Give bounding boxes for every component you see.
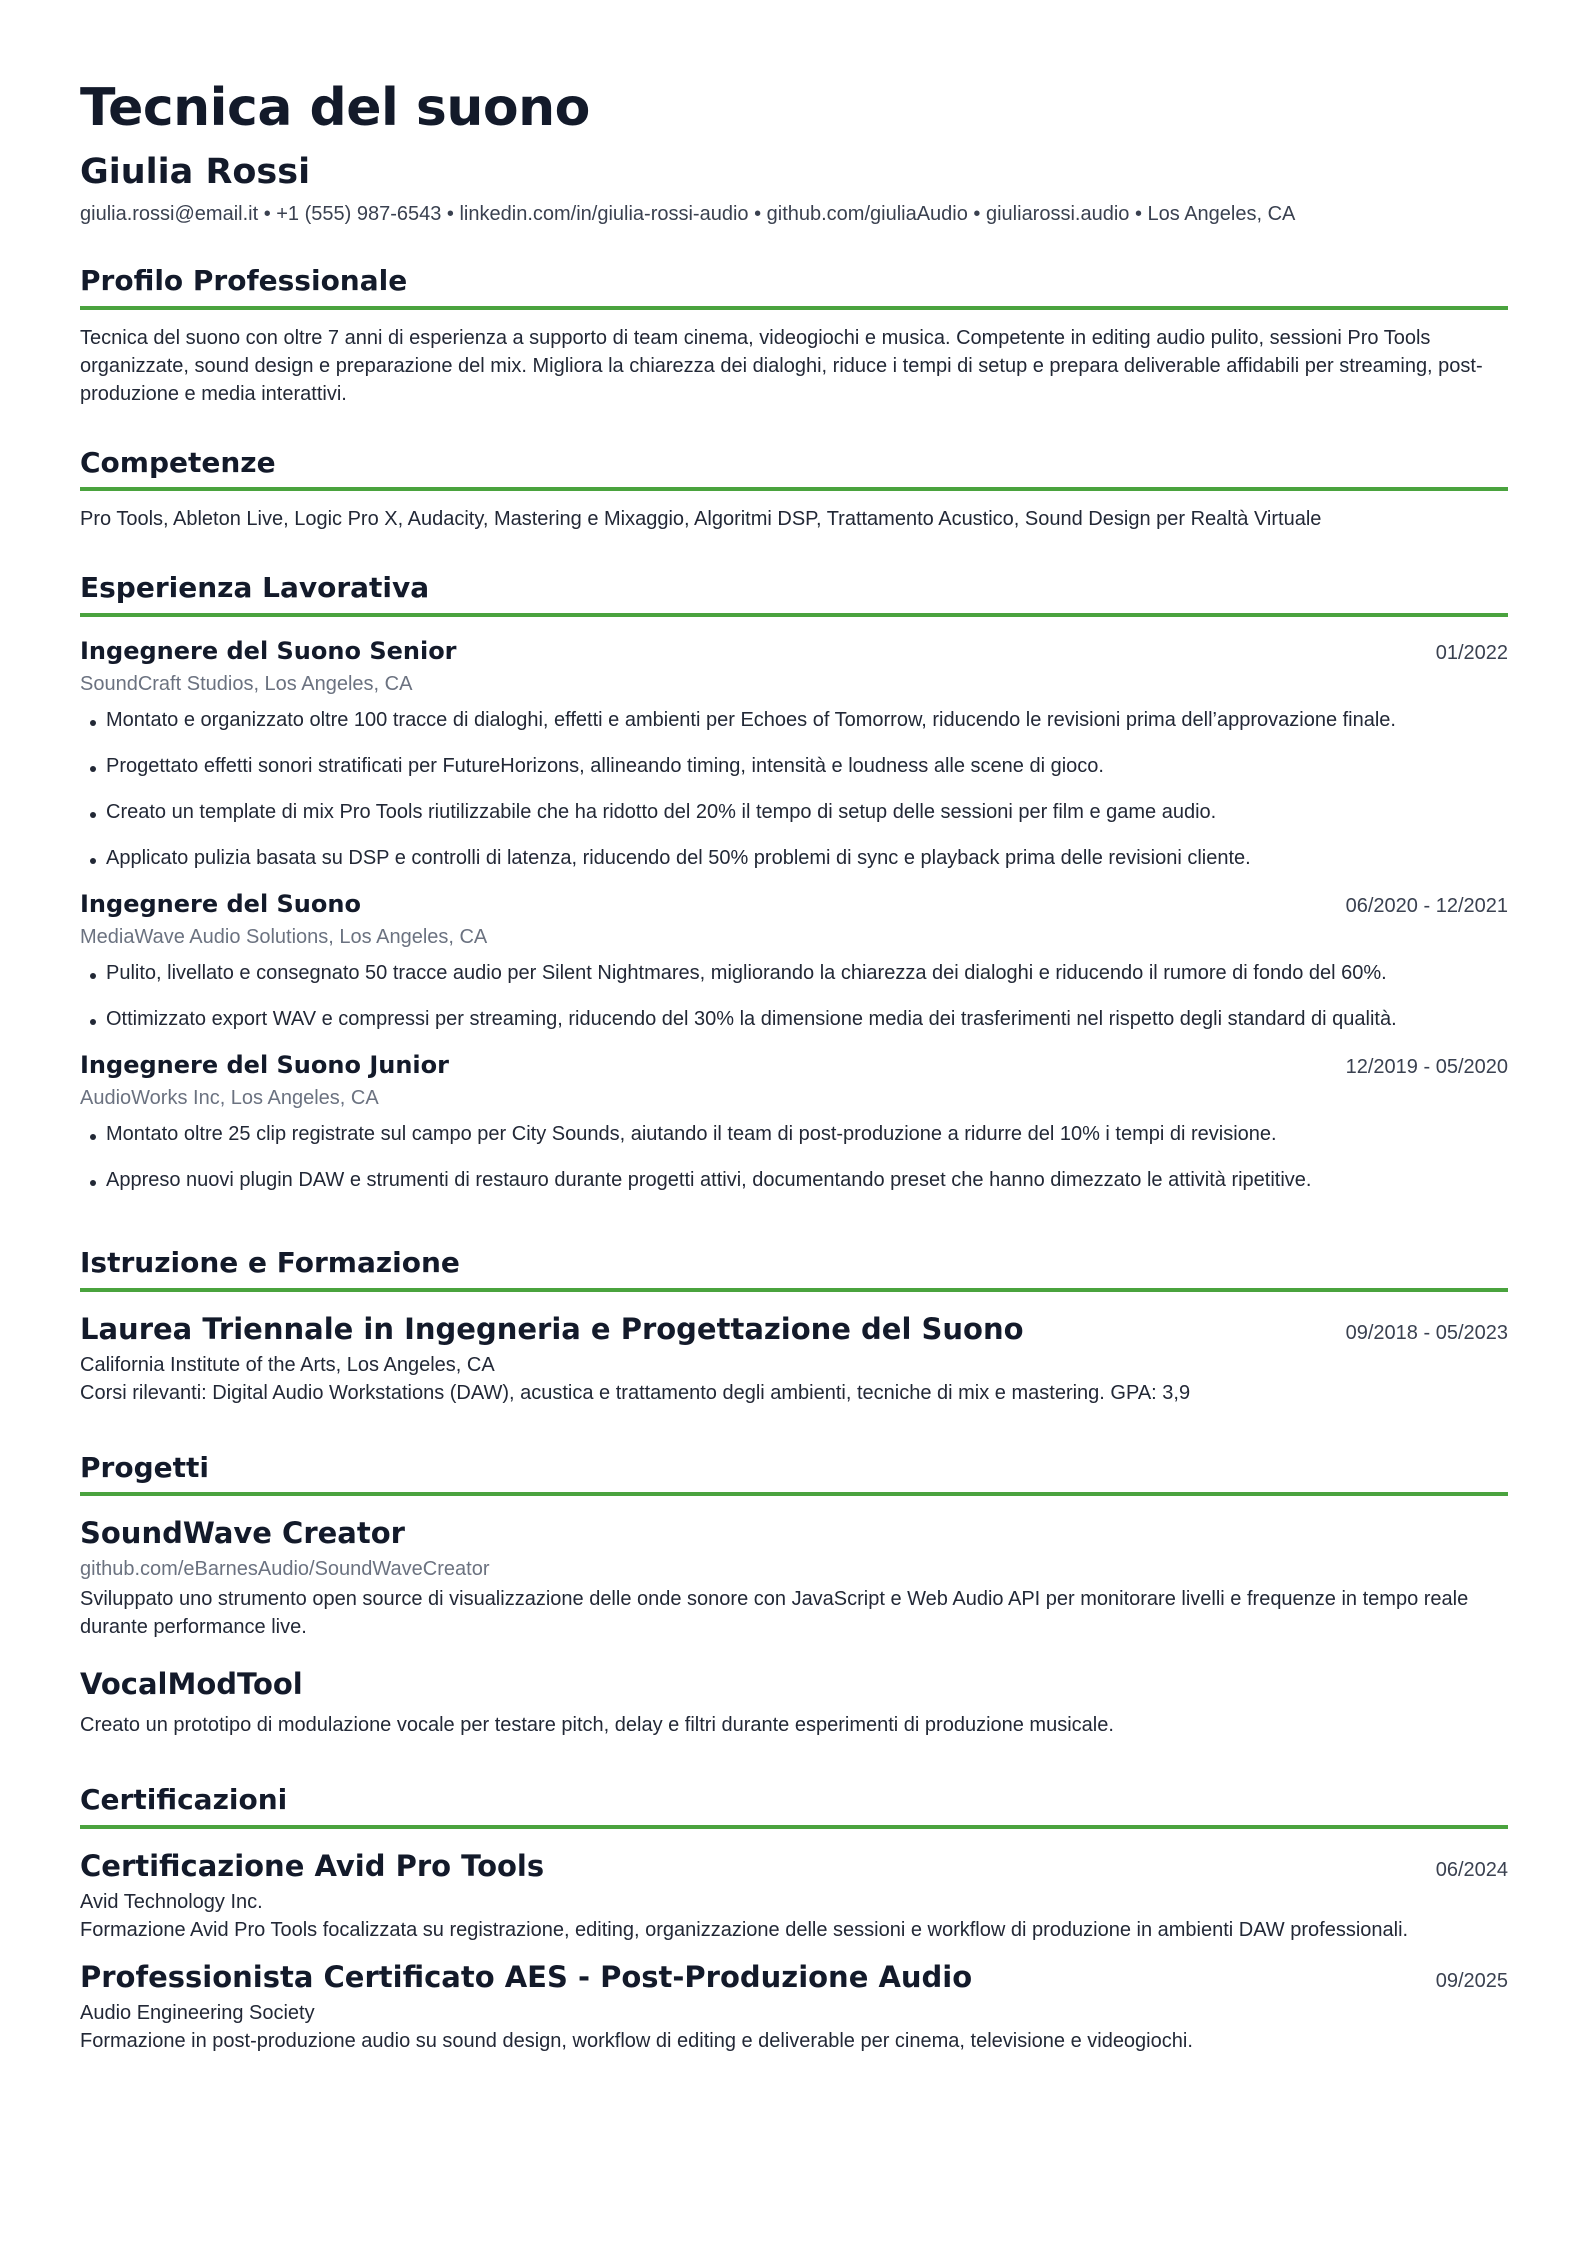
job-title: Ingegnere del Suono Senior (80, 636, 457, 665)
section-heading: Certificazioni (80, 1783, 1508, 1829)
school-name: California Institute of the Arts, Los Angeles, CA (80, 1353, 495, 1376)
job-company: SoundCraft Studios, Los Angeles, CA (80, 672, 413, 695)
bullet-item: Appreso nuovi plugin DAW e strumenti di restauro durante progetti attivi, documentando preset che hanno dimezzato le attività ripetitive. (80, 1166, 1508, 1194)
document-title: Tecnica del suono (80, 78, 590, 138)
skills-text: Pro Tools, Ableton Live, Logic Pro X, Audacity, Mastering e Mixaggio, Algoritmi DSP, Trattamento Acustico, Sound Design per Realtà Virtuale (80, 508, 1322, 531)
bullet-item: Montato e organizzato oltre 100 tracce di dialoghi, effetti e ambienti per Echoes of Tomorrow, riducendo le revisioni prima dell’approvazione finale. (80, 706, 1508, 734)
project-name: VocalModTool (80, 1667, 303, 1702)
degree-title: Laurea Triennale in Ingegneria e Progettazione del Suono (80, 1311, 1024, 1346)
experience-section (80, 571, 1508, 1194)
bullet-item: Ottimizzato export WAV e compressi per streaming, riducendo del 30% la dimensione media dei trasferimenti nel rispetto degli standard di qualità. (80, 1005, 1508, 1033)
bullet-item: Pulito, livellato e consegnato 50 tracce audio per Silent Nightmares, migliorando la chiarezza dei dialoghi e riducendo il rumore di fondo del 60%. (80, 959, 1508, 987)
education-details: Corsi rilevanti: Digital Audio Workstations (DAW), acustica e trattamento degli ambienti, tecniche di mix e mastering. GPA: 3,9 (80, 1381, 1191, 1404)
bullet-item: Creato un template di mix Pro Tools riutilizzabile che ha ridotto del 20% il tempo di setup delle sessioni per film e game audio. (80, 798, 1508, 826)
job-date: 12/2019 - 05/2020 (1345, 1055, 1508, 1078)
section-heading: Istruzione e Formazione (80, 1246, 1508, 1292)
section-heading: Competenze (80, 446, 1508, 492)
certifications-section (80, 1783, 1508, 2055)
job-company: AudioWorks Inc, Los Angeles, CA (80, 1086, 379, 1109)
bullet-item: Montato oltre 25 clip registrate sul campo per City Sounds, aiutando il team di post-produzione a ridurre del 10% i tempi di revisione. (80, 1120, 1508, 1148)
certification-date: 09/2025 (1435, 1969, 1508, 1992)
project-entry (80, 1516, 1508, 1641)
job-bullets (80, 706, 1508, 872)
job-bullets (80, 959, 1508, 1033)
certification-description: Formazione in post-produzione audio su sound design, workflow di editing e deliverable per cinema, televisione e videogiochi. (80, 2029, 1193, 2052)
certification-issuer: Avid Technology Inc. (80, 1890, 263, 1913)
education-date: 09/2018 - 05/2023 (1345, 1321, 1508, 1344)
job-title: Ingegnere del Suono (80, 889, 361, 918)
certification-name: Professionista Certificato AES - Post-Produzione Audio (80, 1959, 973, 1994)
job-date: 06/2020 - 12/2021 (1345, 894, 1508, 917)
section-heading: Profilo Professionale (80, 264, 1508, 310)
project-description: Sviluppato uno strumento open source di visualizzazione delle onde sonore con JavaScript e Web Audio API per monitorare livelli e frequenze in tempo reale durante performance live. (80, 1588, 1469, 1639)
contact-line: giulia.rossi@email.it • +1 (555) 987-6543 • linkedin.com/in/giulia-rossi-audio • github.com/giuliaAudio • giuliarossi.audio • Los Angeles, CA (80, 203, 1296, 226)
job-entry (80, 890, 1508, 1033)
person-name: Giulia Rossi (80, 152, 311, 193)
certification-entry (80, 1849, 1508, 1944)
profile-text: Tecnica del suono con oltre 7 anni di esperienza a supporto di team cinema, videogiochi e musica. Competente in editing audio pulito, sessioni Pro Tools organizzate, sound design e preparazione del mix. Migliora la chiarezza dei dialoghi, riduce i tempi di setup e prepara deliverable affidabili per streaming, post-produzione e media interattivi. (80, 326, 1483, 405)
section-heading: Esperienza Lavorativa (80, 571, 1508, 617)
certification-description: Formazione Avid Pro Tools focalizzata su registrazione, editing, organizzazione delle sessioni e workflow di produzione in ambienti DAW professionali. (80, 1918, 1409, 1941)
education-entry (80, 1312, 1508, 1407)
certification-date: 06/2024 (1435, 1858, 1508, 1881)
section-heading: Progetti (80, 1451, 1508, 1497)
certification-issuer: Audio Engineering Society (80, 2001, 315, 2024)
bullet-item: Applicato pulizia basata su DSP e controlli di latenza, riducendo del 50% problemi di sync e playback prima delle revisioni cliente. (80, 844, 1508, 872)
job-date: 01/2022 (1435, 641, 1508, 664)
certification-name: Certificazione Avid Pro Tools (80, 1848, 545, 1883)
job-bullets (80, 1120, 1508, 1194)
project-name: SoundWave Creator (80, 1516, 405, 1551)
education-section (80, 1246, 1508, 1407)
job-entry (80, 1051, 1508, 1194)
job-entry (80, 637, 1508, 872)
bullet-item: Progettato effetti sonori stratificati per FutureHorizons, allineando timing, intensità e loudness alle scene di gioco. (80, 752, 1508, 780)
certification-entry (80, 1960, 1508, 2055)
skills-section (80, 446, 1508, 534)
job-company: MediaWave Audio Solutions, Los Angeles, CA (80, 925, 488, 948)
projects-section (80, 1451, 1508, 1740)
profile-section (80, 264, 1508, 408)
resume-header (80, 80, 1508, 226)
project-link[interactable]: github.com/eBarnesAudio/SoundWaveCreator (80, 1558, 490, 1581)
job-title: Ingegnere del Suono Junior (80, 1050, 449, 1079)
project-description: Creato un prototipo di modulazione vocale per testare pitch, delay e filtri durante esperimenti di produzione musicale. (80, 1714, 1114, 1737)
project-entry (80, 1667, 1508, 1739)
